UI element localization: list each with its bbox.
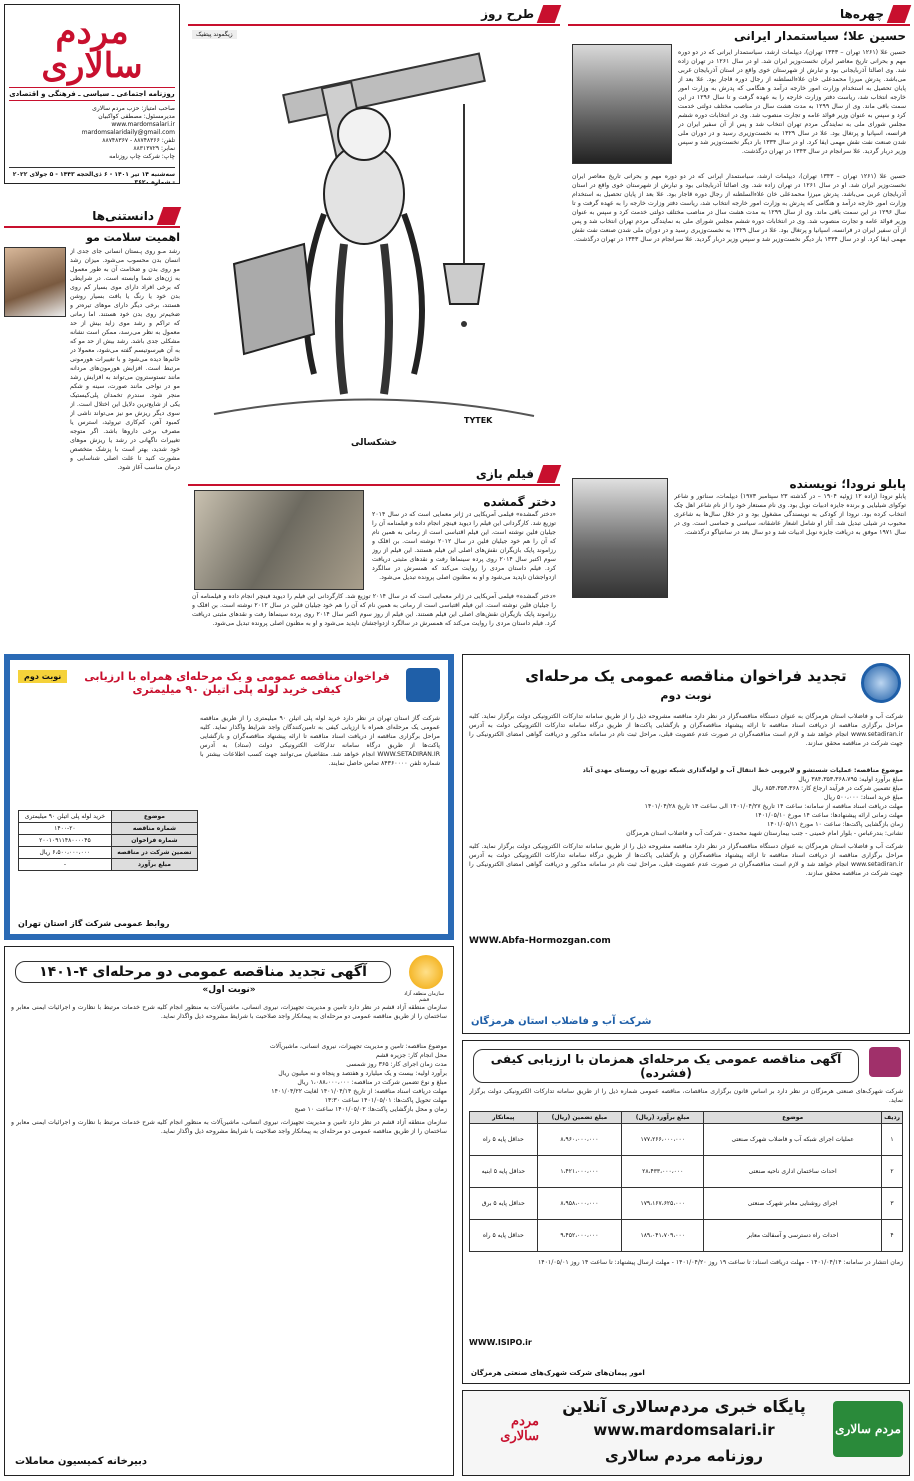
person2-text: پابلو نرودا (زاده ۱۲ ژوئیه ۱۹۰۴ – در گذشته ۲۳ سپتامبر ۱۹۷۳) دیپلمات، سناتور و شاعر توکوای شیلیایی و برنده جایزه ادبیات نوبل بود. وی نام مستعار خود را از نام شاعر اهل چک انتخاب کرده بود. نرودا از کودکی به نویسندگی مشغول بود و در خلال سال‌ها به شاعری محبوب در شیلی تبدیل شد. آثار او شامل اشعار عاشقانه، سیاسی و حماسی است. وی در سال ۱۹۷۱ موفق به دریافت جایزه نوبل ادبیات شد و دو سال بعد در سانتیاگو درگذشت. <box>674 493 906 536</box>
ad-qeshm-item-1: موضوع مناقصه: تامین و مدیریت تجهیزات، نیروی انسانی، ماشین‌آلات <box>269 1043 447 1050</box>
table-cell: ۴ <box>882 1220 903 1252</box>
table-header-cell: ردیف <box>882 1112 903 1124</box>
table-cell: ۱۸۹،۰۴۱،۷۰۹،۰۰۰ <box>622 1220 704 1252</box>
table-header-cell: مبلغ برآورد (ریال) <box>622 1112 704 1124</box>
health-section <box>4 206 180 642</box>
cartoon-section <box>188 4 560 464</box>
promo-logo-red <box>469 1401 539 1457</box>
ad-gas-table <box>18 810 198 871</box>
film-section <box>188 464 560 642</box>
promo-line-2[interactable]: www.mardomsalari.ir <box>593 1421 775 1439</box>
masthead-info-4[interactable]: mardomsalaridaily@gmail.com <box>81 129 175 136</box>
ad-qeshm-item-3: مدت زمان اجرای کار: ۳۶۵ روز شمسی <box>346 1061 447 1068</box>
table-cell: شماره فراخوان <box>111 835 197 847</box>
table-cell: ۶،۵۰۰،۰۰۰،۰۰۰ ریال <box>19 847 112 859</box>
ad-gas-round: نوبت دوم <box>18 670 67 683</box>
ad-industry-intro: شرکت شهرک‌های صنعتی هرمزگان در نظر دارد بر اساس قانون برگزاری مناقصات، مناقصه عمومی شماره ذیل را از طریق سامانه تدارکات الکترونیکی دولت برگزار نماید. <box>469 1088 903 1104</box>
table-row <box>19 835 198 847</box>
ad-water-item-2: مبلغ برآورد اولیه: ۳۸۴،۳۵۳،۳۶۸،۷۹۵ ریال <box>798 776 903 783</box>
ad-qeshm-item-4: برآورد اولیه: بیست و یک میلیارد و هفتصد و پنجاه و نه میلیون ریال <box>278 1070 447 1077</box>
cartoon-signature: TYTEK <box>464 416 493 425</box>
film-title: دختر گمشده <box>483 495 556 509</box>
ad-water-footer: شرکت آب و فاضلاب استان هرمزگان <box>471 1016 652 1027</box>
film-header-label: فیلم بازی <box>475 467 534 481</box>
table-cell: ۱۷۷،۲۶۶،۰۰۰،۰۰۰ <box>622 1124 704 1156</box>
ad-water-item-8: نشانی: بندرعباس - بلوار امام خمینی - جنب بیمارستان شهید محمدی - شرکت آب و فاضلاب استان هرمزگان <box>626 830 903 837</box>
table-cell: ۸،۹۵۸،۰۰۰،۰۰۰ <box>537 1188 622 1220</box>
section-badge-icon <box>887 5 912 23</box>
ad-qeshm-footer: دبیرخانه کمیسیون معاملات <box>15 1456 148 1467</box>
faces-header-label: چهره‌ها <box>840 7 884 21</box>
health-header-label: دانستنی‌ها <box>92 209 154 223</box>
masthead <box>4 4 180 184</box>
ad-qeshm-round: «نوبت اول» <box>202 985 256 995</box>
ad-industry-logo <box>869 1047 901 1077</box>
promo-line-1: پایگاه خبری مردم‌سالاری آنلاین <box>562 1397 806 1416</box>
masthead-date: سه‌شنبه ۱۴ تیر ۱۴۰۱ - ۶ ذی‌الحجه ۱۴۴۳ - ۵ جولای ۲۰۲۲ - شماره ۳۶۲۰ <box>9 167 175 187</box>
masthead-info-7: چاپ: شرکت چاپ روزنامه <box>109 153 175 160</box>
cartoon-header <box>188 4 560 26</box>
person2-photo <box>572 478 668 598</box>
ad-qeshm-title: آگهی تجدید مناقصه عمومی دو مرحله‌ای ۴-۱۴۰۱ <box>15 961 391 983</box>
ad-industry-notes: زمان انتشار در سامانه: ۱۴۰۱/۰۴/۱۴ - مهلت دریافت اسناد: تا ساعت ۱۹ روز ۱۴۰۱/۰۴/۲۰ - مهلت ارسال پیشنهاد: تا ساعت ۱۴ روز ۱۴۰۱/۰۵/۰۱ <box>537 1259 903 1266</box>
ad-qeshm-logo <box>409 955 443 989</box>
promo-line-3: روزنامه مردم سالاری <box>605 1447 763 1465</box>
person1-photo <box>572 44 672 164</box>
ad-water-title: تجدید فراخوان مناقصه عمومی یک مرحله‌ای <box>525 667 847 685</box>
table-cell: احداث ساختمان اداری ناحیه صنعتی <box>704 1156 882 1188</box>
ad-water-text-continued: شرکت آب و فاضلاب استان هرمزگان به عنوان دستگاه مناقصه‌گزار در نظر دارد مناقصه مشروحه ذیل را از طریق سامانه تدارکات الکترونیکی دولت برگزار نماید. کلیه مراحل برگزاری مناقصه از دریافت اسناد مناقصه تا ارائه پیشنهاد مناقصه‌گران و بازگشایی پاکت‌ها از طریق درگاه سامانه تدارکات الکترونیکی دولت به آدرس www.setadiran.ir انجام خواهد شد و لازم است مناقصه‌گران در صورت عدم عضویت قبلی، مراحل ثبت نام در سامانه مذکور و دریافت گواهی امضای الکترونیکی را جهت شرکت در مناقصه محقق سازند. <box>469 843 903 877</box>
ad-qeshm-item-2: محل انجام کار: جزیره قشم <box>375 1052 447 1059</box>
table-row <box>470 1156 903 1188</box>
table-cell: ۹،۴۵۲،۰۰۰،۰۰۰ <box>537 1220 622 1252</box>
table-cell: حداقل پایه ۵ ابنیه <box>470 1156 538 1188</box>
ad-gas-footer: روابط عمومی شرکت گاز استان تهران <box>18 919 170 928</box>
ad-industry-website[interactable]: WWW.ISIPO.ir <box>469 1338 532 1347</box>
table-row <box>470 1220 903 1252</box>
table-row <box>470 1124 903 1156</box>
ad-gas <box>4 654 454 940</box>
health-header <box>4 206 180 228</box>
person1-text: حسین علا (۱۲۶۱ تهران – ۱۳۴۳ تهران)، دیپلمات ارشد، سیاستمدار ایرانی که در دو دوره مهم و بحرانی تاریخ معاصر ایران نخست‌وزیر ایران شد. او در سال ۱۲۶۱ در تهران زاده شد. وی اصالتا آذربایجانی بود و تبارش از شهرستان خوی واقع در استان آذربایجان غربی می‌باشد. پدرش میرزا محمدعلی خان علاءالسلطنه از رجال دوره قاجار بود. علا بعد از پایان تحصیل به استخدام وزارت امور خارجه درآمد و هنگامی که پدرش به وزارت امور خارجه انتخاب شد، ریاست دفتر وزارت خارجه را به عهده گرفت و تا سال ۱۲۹۶ در این سمت باقی ماند. وی از سال ۱۲۹۹ به مدت هشت سال در مناصب مختلف دولتی خدمت کرد و سپس به عنوان وزیر فوائد عامه و تجارت منصوب شد. وی در انتخابات دوره ششم مجلس شورای ملی به نمایندگی مردم تهران انتخاب شد و پس از آن سفیر ایران در فرانسه، اسپانیا و پرتغال بود. علا در سال ۱۳۲۹ به نخست‌وزیری رسید و در دوران ملی شدن صنعت نفت نقش مهمی ایفا کرد. او در سال ۱۳۳۴ بار دیگر نخست‌وزیر شد و سپس وزیر دربار گردید. علا سرانجام در سال ۱۳۴۳ در تهران درگذشت. <box>678 49 906 155</box>
table-cell: موضوع <box>111 811 197 823</box>
table-row <box>470 1188 903 1220</box>
ad-qeshm-org: سازمان منطقه آزاد قشم <box>403 991 445 1003</box>
table-cell: ۱۴۰۰-۲۰ <box>19 823 112 835</box>
ad-water-item-7: زمان بازگشایی پاکت‌ها: ساعت ۱۰ مورخ ۱۴۰۱/۰۵/۱۱ <box>767 821 903 828</box>
table-row <box>19 823 198 835</box>
ad-water-item-5: مهلت دریافت اسناد مناقصه از سامانه: ساعت ۱۴ تاریخ ۱۴۰۱/۰۴/۲۷ الی ساعت ۱۴ تاریخ ۱۴۰۱/۰۴/۲۸ <box>644 803 903 810</box>
ad-water-item-3: مبلغ تضمین شرکت در فرآیند ارجاع کار: ۸۵۴،۳۵۳،۳۶۸ ریال <box>752 785 903 792</box>
masthead-info-6: نمابر: ۸۸۳۱۳۷۲۹ <box>133 145 175 152</box>
section-badge-icon <box>537 465 562 483</box>
section-badge-icon <box>537 5 562 23</box>
film-header <box>188 464 560 486</box>
table-cell: حداقل پایه ۵ راه <box>470 1124 538 1156</box>
table-cell: شماره مناقصه <box>111 823 197 835</box>
ad-qeshm-text-continued: سازمان منطقه آزاد قشم در نظر دارد تامین و مدیریت تجهیزات، نیروی انسانی، ماشین‌آلات به منظور انجام کلیه شرح خدمات مرتبط با نظارت و اجرائیات ایمنی معابر و ساختمان را از طریق مناقصه عمومی دو مرحله‌ای به پیمانکار واجد صلاحیت با شرایط مشروحه ذیل واگذار نماید. <box>11 1119 447 1135</box>
person1-title: حسین علا؛ سیاستمدار ایرانی <box>734 29 906 43</box>
ad-industry-table <box>469 1111 903 1252</box>
ad-qeshm-item-8: زمان و محل بازگشایی پاکت‌ها: ۱۴۰۱/۰۵/۰۲ ساعت ۱۰ صبح <box>294 1106 447 1113</box>
ad-industry <box>462 1040 910 1384</box>
cartoon-header-label: طرح روز <box>481 7 534 21</box>
ad-water-item-4: مبلغ خرید اسناد: ۵۰۰،۰۰۰ ریال <box>823 794 903 801</box>
ad-water <box>462 654 910 1034</box>
ad-water-item-1: موضوع مناقصه: عملیات شستشو و لایروبی خط انتقال آب و لوله‌گذاری شبکه توزیع آب روستای مهدی آباد <box>582 767 903 774</box>
person2-title: پابلو نرودا؛ نویسنده <box>789 477 906 491</box>
table-cell: - <box>19 859 112 871</box>
table-cell: ۸،۹۶۰،۰۰۰،۰۰۰ <box>537 1124 622 1156</box>
table-header-cell: پیمانکار <box>470 1112 538 1124</box>
film-text-continued: «دختر گمشده» فیلمی آمریکایی در ژانر معمایی است که در سال ۲۰۱۴ توزیع شد. کارگردانی این فیلم را دیوید فینچر انجام داده و فیلمنامه آن را جیلیان فلین نوشته است. این فیلم اقتباسی است از رمانی به همین نام که آن را هم خود جیلیان فلین در سال ۲۰۱۲ نوشته است. بن افلک و رزاموند پایک بازیگران نقش‌های اصلی این فیلم هستند. این فیلم از روز سوم اکتبر سال ۲۰۱۴ روی پرده سینماها رفت و نقدهای مثبتی دریافت کرد. فیلم داستان مردی را روایت می‌کند که همسرش در سالگرد ازدواجشان ناپدید می‌شود و او به مظنون اصلی پرونده تبدیل می‌شود. <box>192 593 556 627</box>
table-cell: ۱۷۹،۱۶۷،۶۲۵،۰۰۰ <box>622 1188 704 1220</box>
promo-logo-text-red: مردم سالاری <box>500 1414 539 1444</box>
ad-industry-footer: امور پیمان‌های شرکت شهرک‌های صنعتی هرمزگان <box>471 1369 645 1377</box>
table-row <box>19 811 198 823</box>
table-cell: ۱،۴۲۱،۰۰۰،۰۰۰ <box>537 1156 622 1188</box>
film-text: «دختر گمشده» فیلمی آمریکایی در ژانر معمایی است که در سال ۲۰۱۴ توزیع شد. کارگردانی این فیلم را دیوید فینچر انجام داده و فیلمنامه آن را جیلیان فلین نوشته است. این فیلم اقتباسی است از رمانی به همین نام که آن را هم خود جیلیان فلین در سال ۲۰۱۲ نوشته است. بن افلک و رزاموند پایک بازیگران نقش‌های اصلی این فیلم هستند. این فیلم از روز سوم اکتبر سال ۲۰۱۴ روی پرده سینماها رفت و نقدهای مثبتی دریافت کرد. فیلم داستان مردی را روایت می‌کند که همسرش در سالگرد ازدواجشان ناپدید می‌شود و او به مظنون اصلی پرونده تبدیل می‌شود. <box>372 511 556 581</box>
table-cell: ۲۸،۴۳۳،۰۰۰،۰۰۰ <box>622 1156 704 1188</box>
promo-banner <box>462 1390 910 1476</box>
cartoon-image <box>194 44 554 444</box>
ad-water-round: نوبت دوم <box>660 689 712 702</box>
table-cell: حداقل پایه ۵ برق <box>470 1188 538 1220</box>
table-cell: ۳ <box>882 1188 903 1220</box>
masthead-info-1: صاحب امتیاز: حزب مردم سالاری <box>92 105 175 112</box>
ad-qeshm <box>4 946 454 1476</box>
ad-water-website[interactable]: WWW.Abfa-Hormozgan.com <box>469 936 611 946</box>
masthead-tagline: روزنامه اجتماعی ـ سیاسی ـ فرهنگی و اقتصادی <box>9 87 175 101</box>
ad-gas-logo <box>406 668 440 702</box>
ad-qeshm-text: سازمان منطقه آزاد قشم در نظر دارد تامین و مدیریت تجهیزات، نیروی انسانی، ماشین‌آلات به منظور انجام کلیه شرح خدمات مرتبط با نظارت و اجرائیات ایمنی معابر و ساختمان را از طریق مناقصه عمومی دو مرحله‌ای به پیمانکار واجد صلاحیت با شرایط مشروحه ذیل واگذار نماید. <box>11 1004 447 1020</box>
cartoon-tag: زیگموند پیتفیک <box>192 30 237 39</box>
person1-text-continued: حسین علا (۱۲۶۱ تهران – ۱۳۴۳ تهران)، دیپلمات ارشد، سیاستمدار ایرانی که در دو دوره مهم و بحرانی تاریخ معاصر ایران نخست‌وزیر ایران شد. او در سال ۱۲۶۱ در تهران زاده شد. وی اصالتا آذربایجانی بود و تبارش از شهرستان خوی واقع در استان آذربایجان غربی می‌باشد. پدرش میرزا محمدعلی خان علاءالسلطنه از رجال دوره قاجار بود. علا بعد از پایان تحصیل به استخدام وزارت امور خارجه درآمد و هنگامی که پدرش به وزارت امور خارجه انتخاب شد، ریاست دفتر وزارت خارجه را به عهده گرفت و تا سال ۱۲۹۶ در این سمت باقی ماند. وی از سال ۱۲۹۹ به مدت هشت سال در مناصب مختلف دولتی خدمت کرد و سپس به عنوان وزیر فوائد عامه و تجارت منصوب شد. وی در انتخابات دوره ششم مجلس شورای ملی به نمایندگی مردم تهران انتخاب شد و پس از آن سفیر ایران در فرانسه، اسپانیا و پرتغال بود. علا در سال ۱۳۲۹ به نخست‌وزیری رسید و در دوران ملی شدن صنعت نفت نقش مهمی ایفا کرد. او در سال ۱۳۳۴ بار دیگر نخست‌وزیر شد و سپس وزیر دربار گردید. علا سرانجام در سال ۱۳۴۳ در تهران درگذشت. <box>572 173 906 243</box>
masthead-logo: مردم سالاری <box>41 12 143 86</box>
table-header-cell: موضوع <box>704 1112 882 1124</box>
faces-header <box>568 4 910 26</box>
table-cell: حداقل پایه ۵ راه <box>470 1220 538 1252</box>
table-row <box>19 859 198 871</box>
table-cell: ۱ <box>882 1124 903 1156</box>
ad-gas-text: شرکت گاز استان تهران در نظر دارد خرید لوله پلی اتیلن ۹۰ میلیمتری را از طریق مناقصه عمومی یک مرحله‌ای همراه با ارزیابی کیفی به تامین‌کنندگان واجد شرایط واگذار نماید. کلیه مراحل برگزاری مناقصه از دریافت اسناد مناقصه تا ارائه پیشنهاد مناقصه‌گران و بازگشایی پاکت‌ها از طریق درگاه سامانه تدارکات الکترونیکی دولت (ستاد) به آدرس WWW.SETADIRAN.IR انجام خواهد شد. متقاضیان می‌توانند جهت کسب اطلاعات بیشتر با شماره تلفن ۸۴۳۶۰۰۰۰ تماس حاصل نمایند. <box>200 715 440 767</box>
ad-water-item-6: مهلت زمانی ارائه پیشنهادها: ساعت ۱۴ مورخ ۱۴۰۱/۰۵/۱۰ <box>754 812 903 819</box>
ad-qeshm-item-7: مهلت تحویل پاکت‌ها: ۱۴۰۱/۰۵/۰۱ ساعت ۱۳:۳۰ <box>324 1097 447 1104</box>
table-cell: ۲ <box>882 1156 903 1188</box>
table-cell: خرید لوله پلی اتیلن ۹۰ میلیمتری <box>19 811 112 823</box>
masthead-info-2: مدیرمسئول: مصطفی کواکبیان <box>98 113 175 120</box>
ad-qeshm-item-6: مهلت دریافت اسناد مناقصه: از تاریخ ۱۴۰۱/۰۴/۱۴ لغایت ۱۴۰۱/۰۴/۲۲ <box>271 1088 447 1095</box>
table-header-cell: مبلغ تضمین (ریال) <box>537 1112 622 1124</box>
cartoon-caption: خشکسالی <box>351 438 397 448</box>
health-text: رشد مـو روی پـستان انسانی جای جدی از انسان بدن محسوب می‌شود. میزان رشد مو روی بدن و ضخامت آن به طور معمول به ژن‌های شما وابسته است. در شرایطی که برخی افراد دارای موی بسیار کم روی بدن خود یا رنگ یا بافت بسیار روشن هستند، برخی دیگر دارای موهای تیره‌تر و ضخیم‌تر روی بدن خود هستند. اما زمانی که تراکم و رشد موی زاید بیش از حد معمول به نظر می‌رسد، ممکن است نشانه مشکلی جدی باشد. رشد بیش از حد مو که به آن هیرسوتیسم گفته می‌شود، معمولا در خانم‌ها دیده می‌شود و با تغییرات هورمونی مرتبط است. افزایش هورمون‌های مردانه مانند تستوسترون می‌تواند به افزایش رشد مو در نواحی مانند صورت، سینه و شکم منجر شود. سندرم تخمدان پلی‌کیستیک یکی از شایع‌ترین دلایل این اختلال است. از سوی دیگر ریزش مو نیز می‌تواند ناشی از کمبود آهن، کم‌کاری تیروئید، استرس یا مصرف برخی داروها باشد. اگر متوجه تغییرات ناگهانی در رشد یا ریزش موهای خود شدید، بهتر است با پزشک متخصص مشورت کنید تا علت اصلی شناسایی و درمان مناسب آغاز شود. <box>70 248 180 471</box>
promo-logo-green <box>833 1401 903 1457</box>
ad-water-text: شرکت آب و فاضلاب استان هرمزگان به عنوان دستگاه مناقصه‌گزار در نظر دارد مناقصه مشروحه ذیل را از طریق سامانه تدارکات الکترونیکی دولت برگزار نماید. کلیه مراحل برگزاری مناقصه از دریافت اسناد مناقصه تا ارائه پیشنهاد مناقصه‌گران و بازگشایی پاکت‌ها از طریق درگاه سامانه تدارکات الکترونیکی دولت به آدرس www.setadiran.ir انجام خواهد شد و لازم است مناقصه‌گران در صورت عدم عضویت قبلی، مراحل ثبت نام در سامانه مذکور و دریافت گواهی امضای الکترونیکی را جهت شرکت در مناقصه محقق سازند. <box>469 713 903 747</box>
ad-industry-title: آگهی مناقصه عمومی یک مرحله‌ای همزمان با ارزیابی کیفی (فشرده) <box>473 1049 859 1083</box>
masthead-info-5: تلفن: ۸۸۷۴۸۳۶۶ - ۸۸۷۴۸۳۶۷ <box>102 137 175 144</box>
section-badge-icon <box>157 207 182 225</box>
table-row <box>19 847 198 859</box>
table-cell: ۲۰۰۱۰۹۱۱۴۸۰۰۰۰۴۵ <box>19 835 112 847</box>
faces-section <box>568 4 910 642</box>
table-cell: تضمین شرکت در مناقصه <box>111 847 197 859</box>
table-header-row <box>470 1112 903 1124</box>
health-photo <box>4 247 66 317</box>
table-cell: اجرای روشنایی معابر شهرک صنعتی <box>704 1188 882 1220</box>
table-cell: احداث راه دسترسی و آسفالت معابر <box>704 1220 882 1252</box>
film-photo <box>194 490 364 590</box>
promo-logo-text: مردم سالاری <box>835 1422 901 1436</box>
ad-qeshm-item-5: مبلغ و نوع تضمین شرکت در مناقصه: ۱،۰۸۸،۰۰۰،۰۰۰ ریال <box>297 1079 447 1086</box>
table-cell: عملیات اجرای شبکه آب و فاضلاب شهرک صنعتی <box>704 1124 882 1156</box>
table-cell: مبلغ برآورد <box>111 859 197 871</box>
ad-water-logo <box>861 663 901 703</box>
ad-gas-title: فراخوان مناقصه عمومی و یک مرحله‌ای همراه با ارزیابی کیفی خرید لوله پلی اتیلن ۹۰ میلیمتری <box>84 670 390 696</box>
masthead-info-3[interactable]: www.mardomsalari.ir <box>111 121 175 128</box>
health-title: اهمیت سلامت مو <box>86 231 180 244</box>
